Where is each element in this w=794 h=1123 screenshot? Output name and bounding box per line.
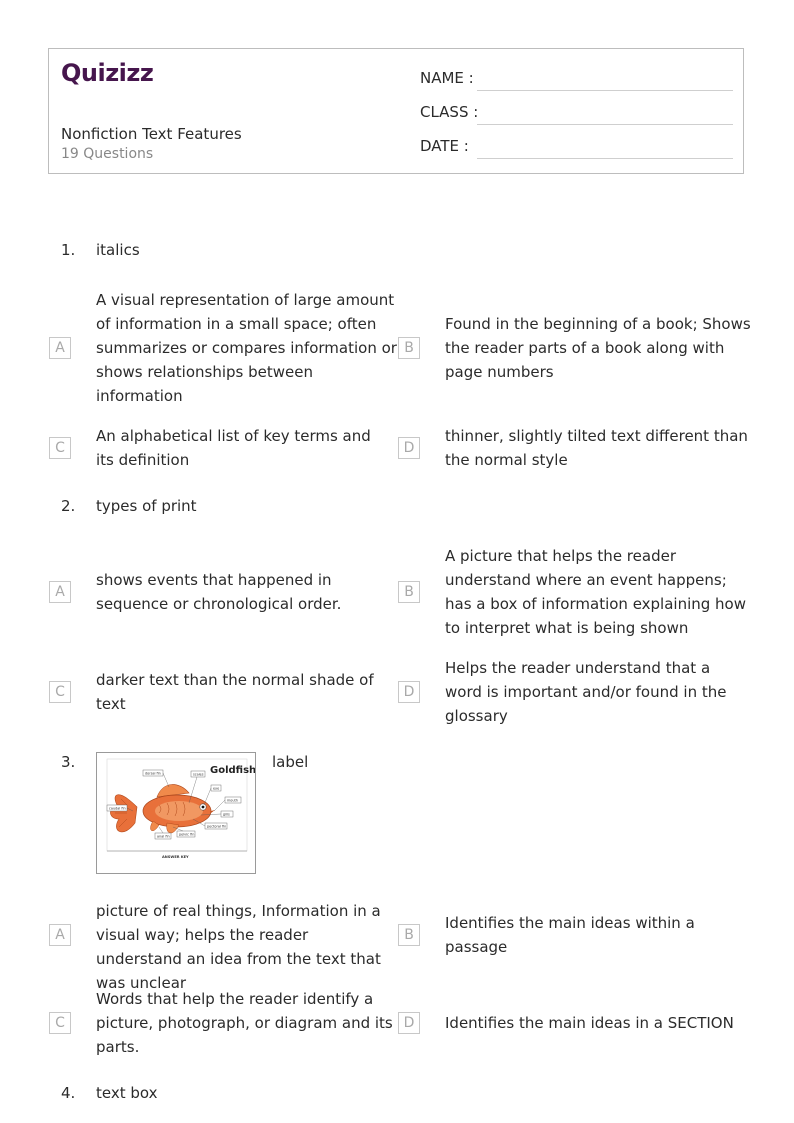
label-eye: eye: [213, 786, 220, 791]
label-anal-fin: anal fin: [157, 834, 170, 839]
option-letter: C: [49, 437, 71, 459]
question-number: 1.: [61, 241, 76, 259]
question-image: [96, 752, 256, 874]
label-mouth: mouth: [227, 798, 239, 803]
option-text: shows events that happened in sequence or chronological order.: [96, 571, 342, 613]
name-line[interactable]: [477, 90, 733, 91]
option-letter: D: [398, 1012, 420, 1034]
option-text: darker text than the normal shade of text: [96, 671, 374, 713]
option-text: Helps the reader understand that a word is important and/or found in the glossary: [445, 659, 727, 725]
goldfish-diagram: [97, 753, 255, 873]
option-letter: C: [49, 681, 71, 703]
option-text: thinner, slightly tilted text different than the normal style: [445, 427, 748, 469]
label-pectoral-fin: pectoral fin: [207, 824, 227, 829]
question-number: 3.: [61, 753, 76, 771]
label-caudal-fin: caudal fin: [109, 806, 126, 811]
question-text: text box: [96, 1084, 158, 1102]
question-text: label: [272, 753, 309, 771]
date-line[interactable]: [477, 158, 733, 159]
label-pelvic-fin: pelvic fin: [179, 832, 195, 837]
option-letter: A: [49, 924, 71, 946]
option-letter: D: [398, 437, 420, 459]
option-letter: D: [398, 681, 420, 703]
class-line[interactable]: [477, 124, 733, 125]
diagram-title: Goldfish: [210, 765, 255, 776]
option-letter: B: [398, 924, 420, 946]
question-number: 2.: [61, 497, 76, 515]
option-text: picture of real things, Information in a visual way; helps the reader understand an idea from the text that was unclear: [96, 902, 381, 992]
name-label: NAME :: [420, 69, 474, 87]
label-scales: scales: [193, 772, 204, 777]
question-count: 19 Questions: [61, 146, 154, 162]
name-field: [420, 69, 733, 91]
date-label: DATE :: [420, 137, 469, 155]
option-letter: C: [49, 1012, 71, 1034]
class-field: [420, 103, 733, 125]
label-gills: gills: [223, 812, 230, 817]
option-letter: B: [398, 337, 420, 359]
label-dorsal-fin: dorsal fin: [145, 771, 161, 776]
quizizz-logo: [61, 59, 153, 87]
option-letter: B: [398, 581, 420, 603]
option-text: Identifies the main ideas in a SECTION: [445, 1014, 734, 1032]
question-text: italics: [96, 241, 140, 259]
logo-text: Quizizz: [61, 59, 154, 87]
diagram-footer: ANSWER KEY: [162, 855, 189, 859]
option-text: Words that help the reader identify a picture, photograph, or diagram and its parts.: [96, 990, 393, 1056]
question-text: types of print: [96, 497, 197, 515]
option-letter: A: [49, 581, 71, 603]
option-text: A picture that helps the reader understand where an event happens; has a box of information explaining how to interpret what is being shown: [445, 547, 747, 637]
worksheet-header: [48, 48, 744, 174]
option-text: An alphabetical list of key terms and its definition: [96, 427, 371, 469]
option-letter: A: [49, 337, 71, 359]
date-field: [420, 137, 733, 159]
class-label: CLASS :: [420, 103, 479, 121]
option-text: A visual representation of large amount of information in a small space; often summarizes or compares information or shows relationships between information: [96, 291, 397, 405]
question-number: 4.: [61, 1084, 76, 1102]
option-text: Identifies the main ideas within a passage: [445, 914, 695, 956]
option-text: Found in the beginning of a book; Shows the reader parts of a book along with page numbers: [445, 315, 751, 381]
worksheet-title: Nonfiction Text Features: [61, 125, 242, 143]
